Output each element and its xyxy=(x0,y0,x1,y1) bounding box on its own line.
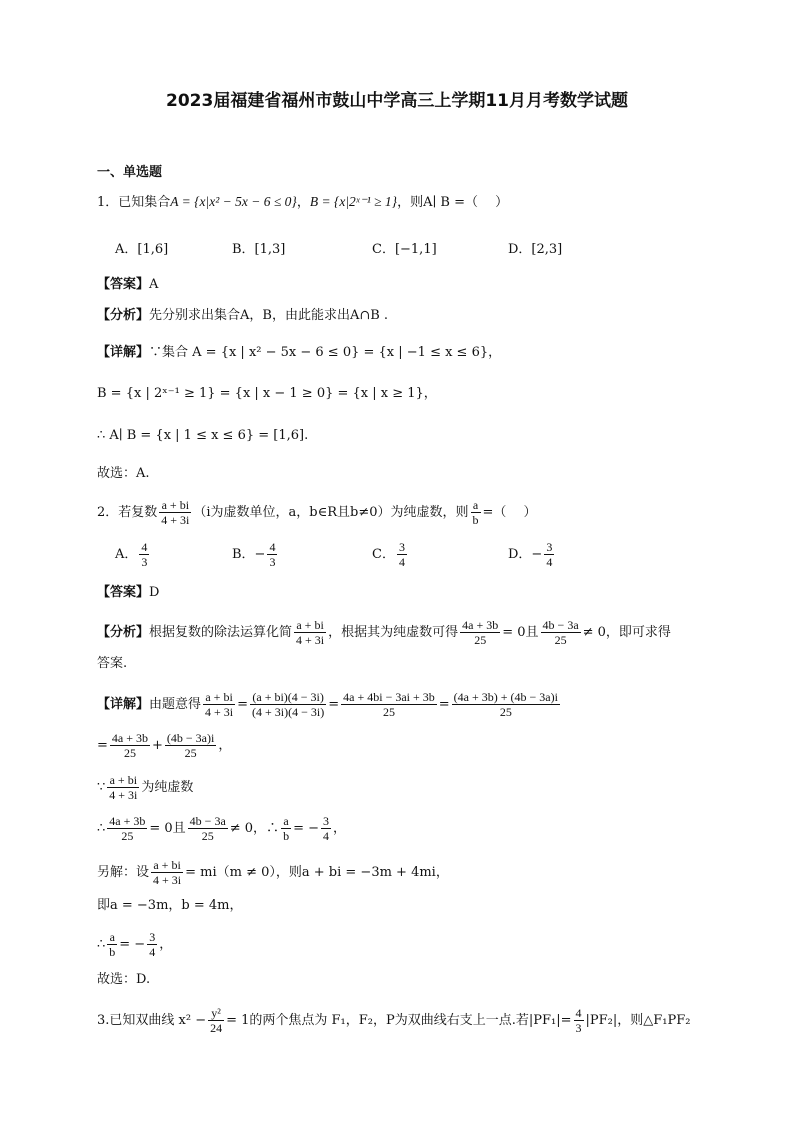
q1-answer xyxy=(97,277,158,293)
q2-analysis-line-2: 答案. xyxy=(97,656,128,671)
question-2-stem xyxy=(97,498,537,527)
question-3-stem: 3.已知双曲线 x² − $\frac{\text{y²}}{24}$ = 1的两个焦点为 F₁，F₂，P为双曲线右支上一点.若|PF₁|= $\frac{4}{3}$ |PF₂|，则△F₁PF₂ xyxy=(97,1006,691,1035)
q2-option-d: D．− $\frac{3}{4}$ xyxy=(508,540,553,569)
q1-choice: 故选：A. xyxy=(97,466,150,481)
fraction: $\frac{a}{b}$ xyxy=(472,498,479,527)
fraction: $\frac{a + bi}{4 + 3i}$ xyxy=(161,498,190,527)
q2-alt-line-3: ∴ $\frac{a}{b}$ = − $\frac{3}{4}$ ， xyxy=(97,930,173,959)
q1-prefix: 1．已知集合 xyxy=(97,195,171,210)
q1-detail-line-3: ∴ A∣ B = {x | 1 ≤ x ≤ 6} = [1,6]. xyxy=(97,428,309,443)
q2-choice: 故选：D. xyxy=(97,972,151,987)
detail-tag: 【详解】 xyxy=(97,345,150,360)
q1-set-a: A = {x|x² − 5x − 6 ≤ 0} xyxy=(170,194,297,209)
q2-option-c: C． $\frac{3}{4}$ xyxy=(372,540,405,569)
q1-detail-line-1 xyxy=(97,345,501,361)
detail-text: ∵集合 A = {x | x² − 5x − 6 ≤ 0} = {x | −1 ≤ x ≤ 6}， xyxy=(149,345,502,360)
q2-answer xyxy=(97,585,159,601)
q2-detail-line-3: ∵ $\frac{a + bi}{4 + 3i}$ 为纯虚数 xyxy=(97,773,194,802)
q2-alt-line-2: 即a = −3m，b = 4m， xyxy=(97,898,243,913)
section-heading: 一、单选题 xyxy=(97,165,163,180)
q2-option-b: B．− $\frac{4}{3}$ xyxy=(232,540,276,569)
q1-option-a: A．[1,6] xyxy=(115,242,169,257)
q1-option-d: D．[2,3] xyxy=(508,242,563,257)
detail-tag: 【详解】 xyxy=(97,697,150,712)
q1-option-b: B．[1,3] xyxy=(232,242,286,257)
q2-detail-line-1: 【详解】由题意得 $\frac{a + bi}{4 + 3i}$ = $\frac{(a + bi)(4 - 3i)}{(4 + 3i)(4 - 3i)}$ = $\frac{4a + 4bi - 3ai + 3b}{25}$ = $\frac{(4a + 3b) + (4b - 3a)i}{25}$ xyxy=(97,690,558,719)
answer-tag: 【答案】 xyxy=(97,277,150,292)
answer-value: A xyxy=(149,277,159,292)
analysis-tag: 【分析】 xyxy=(97,308,150,323)
q2-prefix: 2．若复数 xyxy=(97,505,158,520)
page-title: 2023届福建省福州市鼓山中学高三上学期11月月考数学试题 xyxy=(166,91,628,111)
q1-detail-line-2: B = {x | 2ˣ⁻¹ ≥ 1} = {x | x − 1 ≥ 0} = {x | x ≥ 1}， xyxy=(97,386,437,401)
q2-suffix: =（ ） xyxy=(482,505,537,520)
q2-alt-line-1: 另解：设 $\frac{a + bi}{4 + 3i}$ = mi（m ≠ 0），则a + bi = −3m + 4mi， xyxy=(97,858,449,887)
q1-sep: ， xyxy=(296,195,310,210)
analysis-tag: 【分析】 xyxy=(97,625,150,640)
q2-option-a: A． $\frac{4}{3}$ xyxy=(115,540,148,569)
q2-detail-line-4: ∴ $\frac{4a + 3b}{25}$ = 0且 $\frac{4b - 3a}{25}$ ≠ 0，∴ $\frac{a}{b}$ = − $\frac{3}{4}$ ， xyxy=(97,814,346,843)
q1-analysis xyxy=(97,308,388,324)
q1-set-b: B = {x|2ˣ⁻¹ ≥ 1} xyxy=(309,194,398,209)
q2-detail-line-2: = $\frac{4a + 3b}{25}$ + $\frac{(4b - 3a)i}{25}$ ， xyxy=(97,731,232,760)
q2-mid: （i为虚数单位，a，b∈R且b≠0）为纯虚数，则 xyxy=(193,505,469,520)
question-1-stem xyxy=(97,194,508,211)
answer-value: D xyxy=(149,585,160,600)
q1-suffix: ，则A∣ B =（ ） xyxy=(397,195,509,210)
answer-tag: 【答案】 xyxy=(97,585,150,600)
q1-option-c: C．[−1,1] xyxy=(372,242,437,257)
analysis-text: 先分别求出集合A，B，由此能求出A∩B . xyxy=(149,308,389,323)
q2-analysis-line-1: 【分析】根据复数的除法运算化简 $\frac{a + bi}{4 + 3i}$ ，根据其为纯虚数可得 $\frac{4a + 3b}{25}$ = 0且 $\frac{4b - 3a}{25}$ ≠ 0，即可求得 xyxy=(97,618,671,647)
